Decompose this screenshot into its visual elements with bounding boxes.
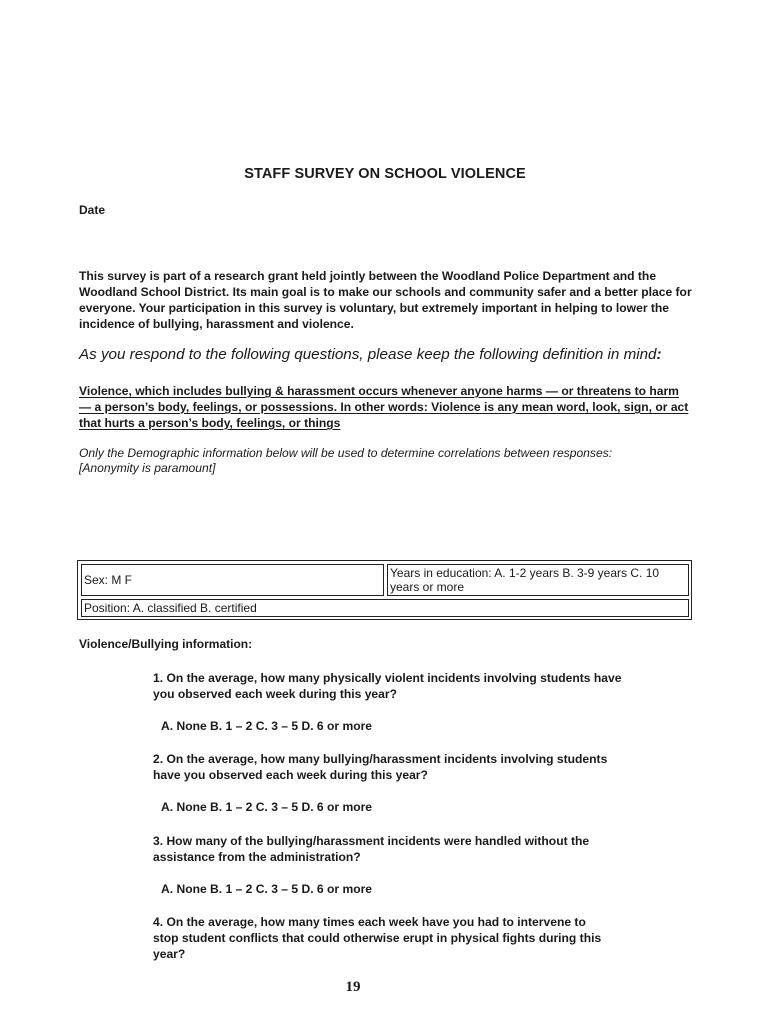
- definition-lead: [79, 346, 719, 363]
- question-2: 2. On the average, how many bullying/harassment incidents involving students have you observed each week during this year?: [153, 752, 608, 782]
- definition-lead-text: As you respond to the following questions, please keep the following definition in mind: [79, 346, 657, 363]
- page-number: 19: [345, 979, 361, 995]
- intro-paragraph: This survey is part of a research grant held jointly between the Woodland Police Department and the Woodland School District. Its main goal is to make our schools and community safer and a better place for everyone. Your participation in this survey is voluntary, but extremely important in helping to lower the incidence of bullying, harassment and violence.: [79, 269, 692, 331]
- position-field[interactable]: Position: A. classified B. certified: [81, 599, 689, 617]
- question-3-answers[interactable]: A. None B. 1 – 2 C. 3 – 5 D. 6 or more: [161, 882, 373, 896]
- question-3: 3. How many of the bullying/harassment incidents were handled without the assistance from the administration?: [153, 834, 590, 864]
- date-label: Date: [79, 203, 106, 217]
- question-2-answers[interactable]: A. None B. 1 – 2 C. 3 – 5 D. 6 or more: [161, 800, 373, 814]
- page-title: STAFF SURVEY ON SCHOOL VIOLENCE: [244, 166, 526, 182]
- years-in-education-field[interactable]: Years in education: A. 1-2 years B. 3-9 years C. 10 years or more: [387, 564, 689, 596]
- demographic-note: [79, 446, 679, 476]
- question-1: 1. On the average, how many physically violent incidents involving students have you observed each week during this year?: [153, 671, 622, 701]
- definition-lead-colon: :: [656, 346, 662, 363]
- question-1-answers[interactable]: A. None B. 1 – 2 C. 3 – 5 D. 6 or more: [161, 719, 373, 733]
- violence-definition: Violence, which includes bullying & harassment occurs whenever anyone harms — or threatens to harm — a person’s body, feelings, or possessions. In other words: Violence is any mean word, look, sign, or act that hurts a person’s body, feelings, or things: [79, 384, 689, 430]
- section-heading: Violence/Bullying information:: [79, 637, 253, 651]
- sex-field[interactable]: Sex: M F: [81, 564, 384, 596]
- question-4: 4. On the average, how many times each week have you had to intervene to stop student conflicts that could otherwise erupt in physical fights during this year?: [153, 915, 602, 961]
- demographics-table: [77, 560, 692, 620]
- anonymity-note: [Anonymity is paramount]: [79, 461, 216, 475]
- demographic-note-line: Only the Demographic information below will be used to determine correlations between responses:: [79, 446, 613, 460]
